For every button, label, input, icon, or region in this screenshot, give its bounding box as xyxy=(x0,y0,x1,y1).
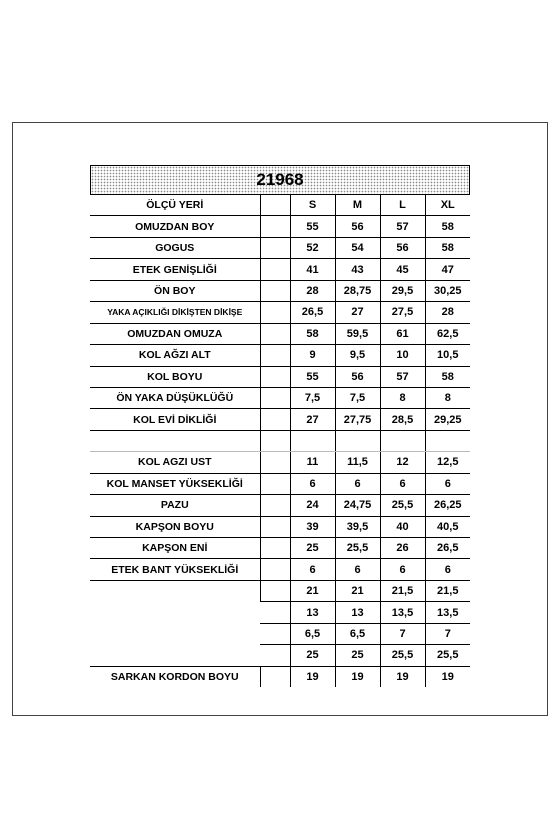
size-value: 24,75 xyxy=(335,495,380,516)
spacer-cell xyxy=(260,516,290,537)
measurement-label: KOL EVİ DİKLİĞİ xyxy=(90,409,260,430)
size-value xyxy=(380,430,425,451)
table-row xyxy=(90,366,470,387)
spacer-cell xyxy=(260,302,290,323)
size-value: 39,5 xyxy=(335,516,380,537)
spacer-cell xyxy=(260,495,290,516)
size-value: 52 xyxy=(290,237,335,258)
size-value: 40,5 xyxy=(425,516,470,537)
size-value: 27 xyxy=(290,409,335,430)
table-row xyxy=(90,452,470,473)
size-value: 6 xyxy=(335,473,380,494)
table-row xyxy=(90,430,470,451)
size-value: 54 xyxy=(335,237,380,258)
size-value: 28,5 xyxy=(380,409,425,430)
size-value: 25 xyxy=(290,645,335,666)
size-value xyxy=(425,430,470,451)
size-value: 28,75 xyxy=(335,280,380,301)
size-value: 27 xyxy=(335,302,380,323)
size-value: 57 xyxy=(380,366,425,387)
spacer-cell xyxy=(260,602,290,623)
size-value: 13,5 xyxy=(380,602,425,623)
size-value: 57 xyxy=(380,216,425,237)
size-value: 41 xyxy=(290,259,335,280)
measurement-label: ÖN YAKA DÜŞÜKLÜĞÜ xyxy=(90,387,260,408)
spacer-cell xyxy=(260,666,290,687)
header-spacer xyxy=(260,195,290,216)
size-value: 19 xyxy=(335,666,380,687)
size-value xyxy=(335,430,380,451)
table-row xyxy=(90,409,470,430)
table-row xyxy=(90,345,470,366)
size-value: 25 xyxy=(335,645,380,666)
size-value: 25 xyxy=(290,538,335,559)
size-value: 19 xyxy=(425,666,470,687)
spacer-cell xyxy=(260,366,290,387)
size-value: 26 xyxy=(380,538,425,559)
table-row xyxy=(90,216,470,237)
size-value: 6 xyxy=(380,473,425,494)
size-value: 9 xyxy=(290,345,335,366)
measurement-label: YAKA AÇIKLIĞI DİKİŞTEN DİKİŞE xyxy=(90,302,260,323)
spacer-cell xyxy=(260,645,290,666)
size-value: 26,25 xyxy=(425,495,470,516)
measurement-label: SARKAN KORDON BOYU xyxy=(110,670,239,683)
measurement-label xyxy=(90,580,260,666)
size-value: 6,5 xyxy=(290,623,335,644)
model-number-header xyxy=(90,165,470,195)
size-value: 11,5 xyxy=(335,452,380,473)
measurement-label: KOL AĞZI ALT xyxy=(90,345,260,366)
size-value: 11 xyxy=(290,452,335,473)
size-value: 21,5 xyxy=(425,580,470,601)
table-row xyxy=(90,516,470,537)
size-value: 6 xyxy=(335,559,380,580)
size-value: 7,5 xyxy=(290,387,335,408)
measurement-label: PAZU xyxy=(90,495,260,516)
measurement-label: KOL BOYU xyxy=(90,366,260,387)
size-value: 59,5 xyxy=(335,323,380,344)
size-value: 45 xyxy=(380,259,425,280)
measurement-label: KOL MANSET YÜKSEKLİĞİ xyxy=(90,473,260,494)
size-value: 6 xyxy=(425,473,470,494)
spacer-cell xyxy=(260,345,290,366)
spacer-cell xyxy=(260,452,290,473)
size-value: 27,5 xyxy=(380,302,425,323)
table-row xyxy=(90,666,470,687)
spacer-cell xyxy=(260,409,290,430)
size-value: 26,5 xyxy=(290,302,335,323)
size-value: 62,5 xyxy=(425,323,470,344)
size-chart xyxy=(90,165,470,687)
size-value: 10 xyxy=(380,345,425,366)
size-value: 25,5 xyxy=(425,645,470,666)
size-value: 8 xyxy=(380,387,425,408)
size-value: 39 xyxy=(290,516,335,537)
table-row xyxy=(90,473,470,494)
table-row xyxy=(90,323,470,344)
size-value: 21,5 xyxy=(380,580,425,601)
measurement-label: ÖN BOY xyxy=(90,280,260,301)
size-value: 55 xyxy=(290,216,335,237)
table-row xyxy=(90,387,470,408)
size-value: 19 xyxy=(290,666,335,687)
size-value: 58 xyxy=(425,366,470,387)
table-row xyxy=(90,259,470,280)
size-value: 56 xyxy=(335,366,380,387)
size-value: 29,5 xyxy=(380,280,425,301)
size-value: 13,5 xyxy=(425,602,470,623)
size-value: 55 xyxy=(290,366,335,387)
size-value: 24 xyxy=(290,495,335,516)
spacer-cell xyxy=(260,473,290,494)
size-value: 56 xyxy=(335,216,380,237)
size-value: 7,5 xyxy=(335,387,380,408)
table-row xyxy=(90,280,470,301)
size-value: 13 xyxy=(290,602,335,623)
spacer-cell xyxy=(260,259,290,280)
measurement-label: KOL AGZI UST xyxy=(90,452,260,473)
size-value: 43 xyxy=(335,259,380,280)
measurement-label xyxy=(90,430,260,451)
size-value: 6 xyxy=(290,473,335,494)
size-value: 58 xyxy=(290,323,335,344)
size-value: 7 xyxy=(425,623,470,644)
size-value: 26,5 xyxy=(425,538,470,559)
size-value: 40 xyxy=(380,516,425,537)
size-header: S xyxy=(290,195,335,216)
size-value: 30,25 xyxy=(425,280,470,301)
size-header: XL xyxy=(425,195,470,216)
size-value: 21 xyxy=(335,580,380,601)
size-header: L xyxy=(380,195,425,216)
size-value: 29,25 xyxy=(425,409,470,430)
spacer-cell xyxy=(260,580,290,601)
spacer-cell xyxy=(260,280,290,301)
measurement-label: GOGUS xyxy=(90,237,260,258)
spacer-cell xyxy=(260,623,290,644)
measurement-label: OMUZDAN OMUZA xyxy=(90,323,260,344)
size-header: M xyxy=(335,195,380,216)
table-row xyxy=(90,495,470,516)
size-value: 19 xyxy=(380,666,425,687)
size-value: 7 xyxy=(380,623,425,644)
measurement-label: OMUZDAN BOY xyxy=(90,216,260,237)
measurement-label: KAPŞON ENİ xyxy=(90,538,260,559)
size-value: 27,75 xyxy=(335,409,380,430)
spacer-cell xyxy=(260,216,290,237)
size-value: 10,5 xyxy=(425,345,470,366)
table-row xyxy=(90,538,470,559)
size-value: 28 xyxy=(290,280,335,301)
size-value: 25,5 xyxy=(380,495,425,516)
measurement-label: ETEK BANT YÜKSEKLİĞİ xyxy=(90,559,260,580)
size-value: 6,5 xyxy=(335,623,380,644)
size-value: 25,5 xyxy=(380,645,425,666)
size-value: 12 xyxy=(380,452,425,473)
table-row xyxy=(90,302,470,323)
spacer-cell xyxy=(260,387,290,408)
size-value: 9,5 xyxy=(335,345,380,366)
table-row xyxy=(90,580,470,601)
size-value: 8 xyxy=(425,387,470,408)
size-value: 28 xyxy=(425,302,470,323)
size-value: 6 xyxy=(425,559,470,580)
spacer-cell xyxy=(260,538,290,559)
measurement-label: ETEK GENİŞLİĞİ xyxy=(90,259,260,280)
header-row xyxy=(90,195,470,216)
size-value: 47 xyxy=(425,259,470,280)
header-label: ÖLÇÜ YERİ xyxy=(90,195,260,216)
size-value: 6 xyxy=(380,559,425,580)
size-value: 13 xyxy=(335,602,380,623)
spacer-cell xyxy=(260,323,290,344)
size-value: 21 xyxy=(290,580,335,601)
size-table xyxy=(90,195,470,687)
table-row xyxy=(90,237,470,258)
table-row xyxy=(90,559,470,580)
spacer-cell xyxy=(260,237,290,258)
spacer-cell xyxy=(260,559,290,580)
size-value: 12,5 xyxy=(425,452,470,473)
size-value: 61 xyxy=(380,323,425,344)
size-value: 58 xyxy=(425,237,470,258)
size-value: 25,5 xyxy=(335,538,380,559)
spacer-cell xyxy=(260,430,290,451)
size-value: 56 xyxy=(380,237,425,258)
size-value: 58 xyxy=(425,216,470,237)
measurement-label: KAPŞON BOYU xyxy=(90,516,260,537)
model-number: 21968 xyxy=(256,170,304,189)
size-value xyxy=(290,430,335,451)
size-value: 6 xyxy=(290,559,335,580)
